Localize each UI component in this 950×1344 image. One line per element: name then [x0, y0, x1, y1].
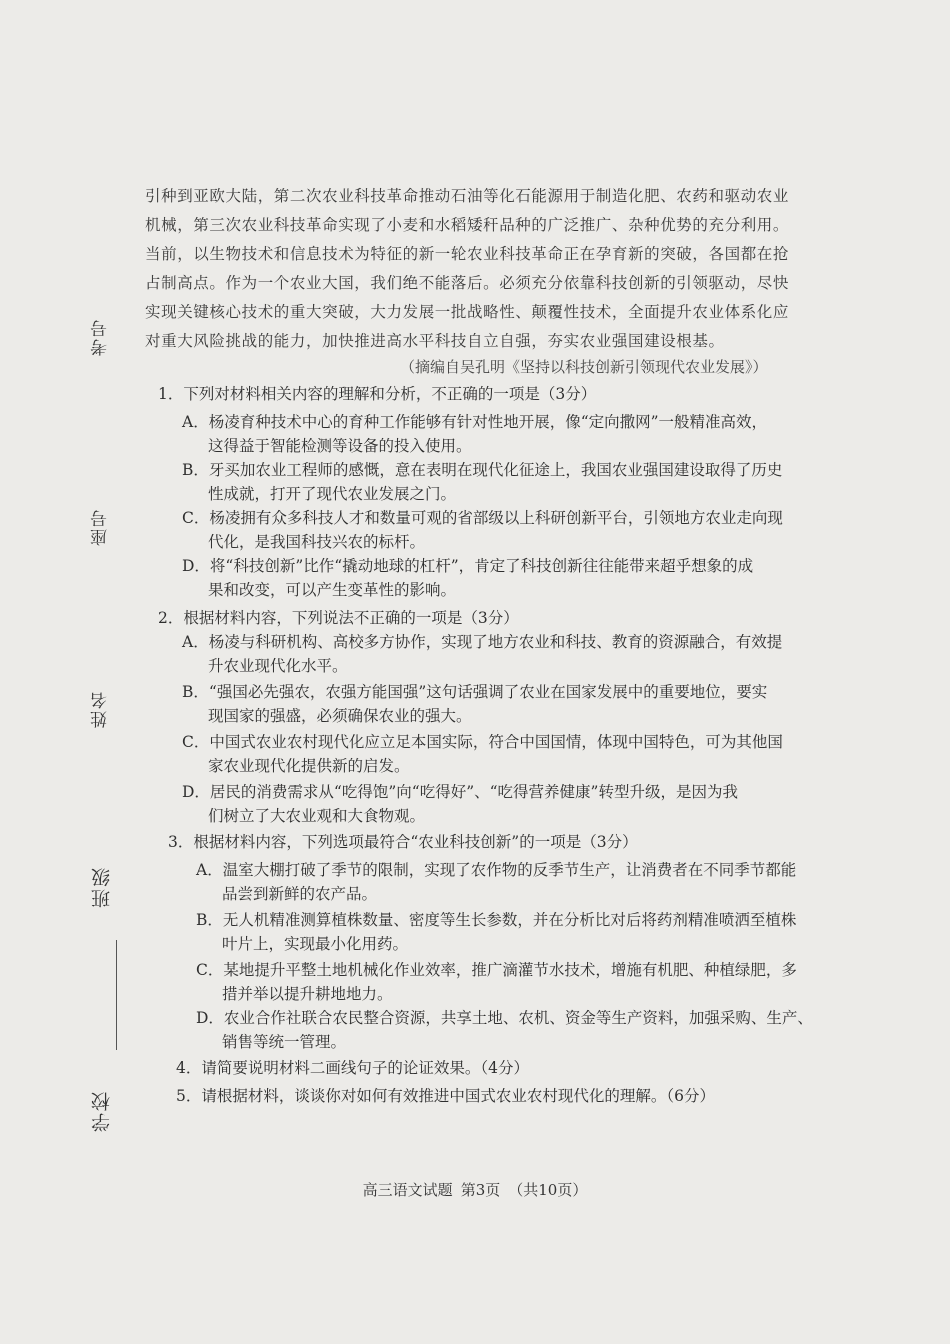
passage-line: 占制高点。作为一个农业大国，我们绝不能落后。必须充分依靠科技创新的引领驱动，尽快: [145, 274, 790, 292]
question-3-option-a-cont: 品尝到新鲜的农产品。: [222, 885, 378, 903]
passage-line: 实现关键核心技术的重大突破，大力发展一批战略性、颠覆性技术，全面提升农业体系化应: [145, 303, 790, 321]
student-name-label: 姓名: [91, 690, 111, 728]
question-2-stem: 2．根据材料内容，下列说法不正确的一项是（3分）: [158, 609, 519, 627]
passage-line: 当前，以生物技术和信息技术为特征的新一轮农业科技革命正在孕育新的突破，各国都在抢: [145, 245, 790, 263]
class-label: 班级: [91, 866, 113, 908]
footer-page-number: 第3页: [460, 1181, 501, 1199]
exam-number-label: 考号: [91, 318, 111, 356]
page-footer: [0, 1179, 950, 1200]
question-1-option-c-cont: 代化，是我国科技兴农的标杆。: [208, 533, 426, 551]
question-1-option-b-cont: 性成就，打开了现代农业发展之门。: [208, 485, 457, 503]
question-3-option-d-cont: 销售等统一管理。: [222, 1033, 347, 1051]
footer-total-pages: （共10页）: [508, 1181, 588, 1199]
question-3-option-b-cont: 叶片上，实现最小化用药。: [222, 935, 409, 953]
school-label: 学校: [91, 1090, 113, 1132]
seat-number-label: 座号: [91, 508, 111, 546]
passage-line: 机械，第三次农业科技革命实现了小麦和水稻矮秆品种的广泛推广、杂种优势的充分利用。: [145, 216, 790, 234]
question-1-stem: 1．下列对材料相关内容的理解和分析，不正确的一项是（3分）: [158, 385, 597, 403]
question-4-stem: 4．请简要说明材料二画线句子的论证效果。（4分）: [176, 1059, 529, 1077]
question-2-option-a-cont: 升农业现代化水平。: [208, 657, 348, 675]
passage-line: 对重大风险挑战的能力，加快推进高水平科技自立自强，夯实农业强国建设根基。: [145, 332, 725, 350]
question-1-option-b: B．牙买加农业工程师的感慨，意在表明在现代化征途上，我国农业强国建设取得了历史: [182, 461, 783, 479]
question-1-option-d: D．将“科技创新”比作“撬动地球的杠杆”，肯定了科技创新往往能带来超乎想象的成: [182, 557, 754, 575]
question-3-option-d: D．农业合作社联合农民整合资源，共享土地、农机、资金等生产资料，加强采购、生产、: [196, 1009, 813, 1027]
question-3-option-c-cont: 措并举以提升耕地地力。: [222, 985, 393, 1003]
question-2-option-a: A．杨凌与科研机构、高校多方协作，实现了地方农业和科技、教育的资源融合，有效提: [182, 633, 783, 651]
question-2-option-d-cont: 们树立了大农业观和大食物观。: [208, 807, 426, 825]
question-3-option-a: A．温室大棚打破了季节的限制，实现了农作物的反季节生产，让消费者在不同季节都能: [196, 861, 797, 879]
passage-line: 引种到亚欧大陆，第二次农业科技革命推动石油等化石能源用于制造化肥、农药和驱动农业: [145, 187, 790, 205]
class-blank-line: [116, 940, 117, 1050]
passage-source: （摘编自吴孔明《坚持以科技创新引领现代农业发展》）: [400, 358, 768, 376]
question-2-option-c: C．中国式农业农村现代化应立足本国实际，符合中国国情，体现中国特色，可为其他国: [182, 733, 783, 751]
question-2-option-b-cont: 现国家的强盛，必须确保农业的强大。: [208, 707, 472, 725]
question-2-option-b: B．“强国必先强农，农强方能国强”这句话强调了农业在国家发展中的重要地位，要实: [182, 683, 768, 701]
question-1-option-a: A．杨凌育种技术中心的育种工作能够有针对性地开展，像“定向撒网”一般精准高效，: [182, 413, 768, 431]
footer-title: 高三语文试题: [362, 1181, 453, 1199]
question-2-option-c-cont: 家农业现代化提供新的启发。: [208, 757, 410, 775]
question-2-option-d: D．居民的消费需求从“吃得饱”向“吃得好”、“吃得营养健康”转型升级，是因为我: [182, 783, 738, 801]
question-3-option-b: B．无人机精准测算植株数量、密度等生长参数，并在分析比对后将药剂精准喷洒至植株: [196, 911, 797, 929]
question-3-option-c: C．某地提升平整土地机械化作业效率，推广滴灌节水技术，增施有机肥、种植绿肥，多: [196, 961, 797, 979]
question-5-stem: 5．请根据材料，谈谈你对如何有效推进中国式农业农村现代化的理解。（6分）: [176, 1087, 715, 1105]
question-1-option-d-cont: 果和改变，可以产生变革性的影响。: [208, 581, 457, 599]
question-3-stem: 3．根据材料内容，下列选项最符合“农业科技创新”的一项是（3分）: [168, 833, 638, 851]
question-1-option-c: C．杨凌拥有众多科技人才和数量可观的省部级以上科研创新平台，引领地方农业走向现: [182, 509, 783, 527]
question-1-option-a-cont: 这得益于智能检测等设备的投入使用。: [208, 437, 472, 455]
